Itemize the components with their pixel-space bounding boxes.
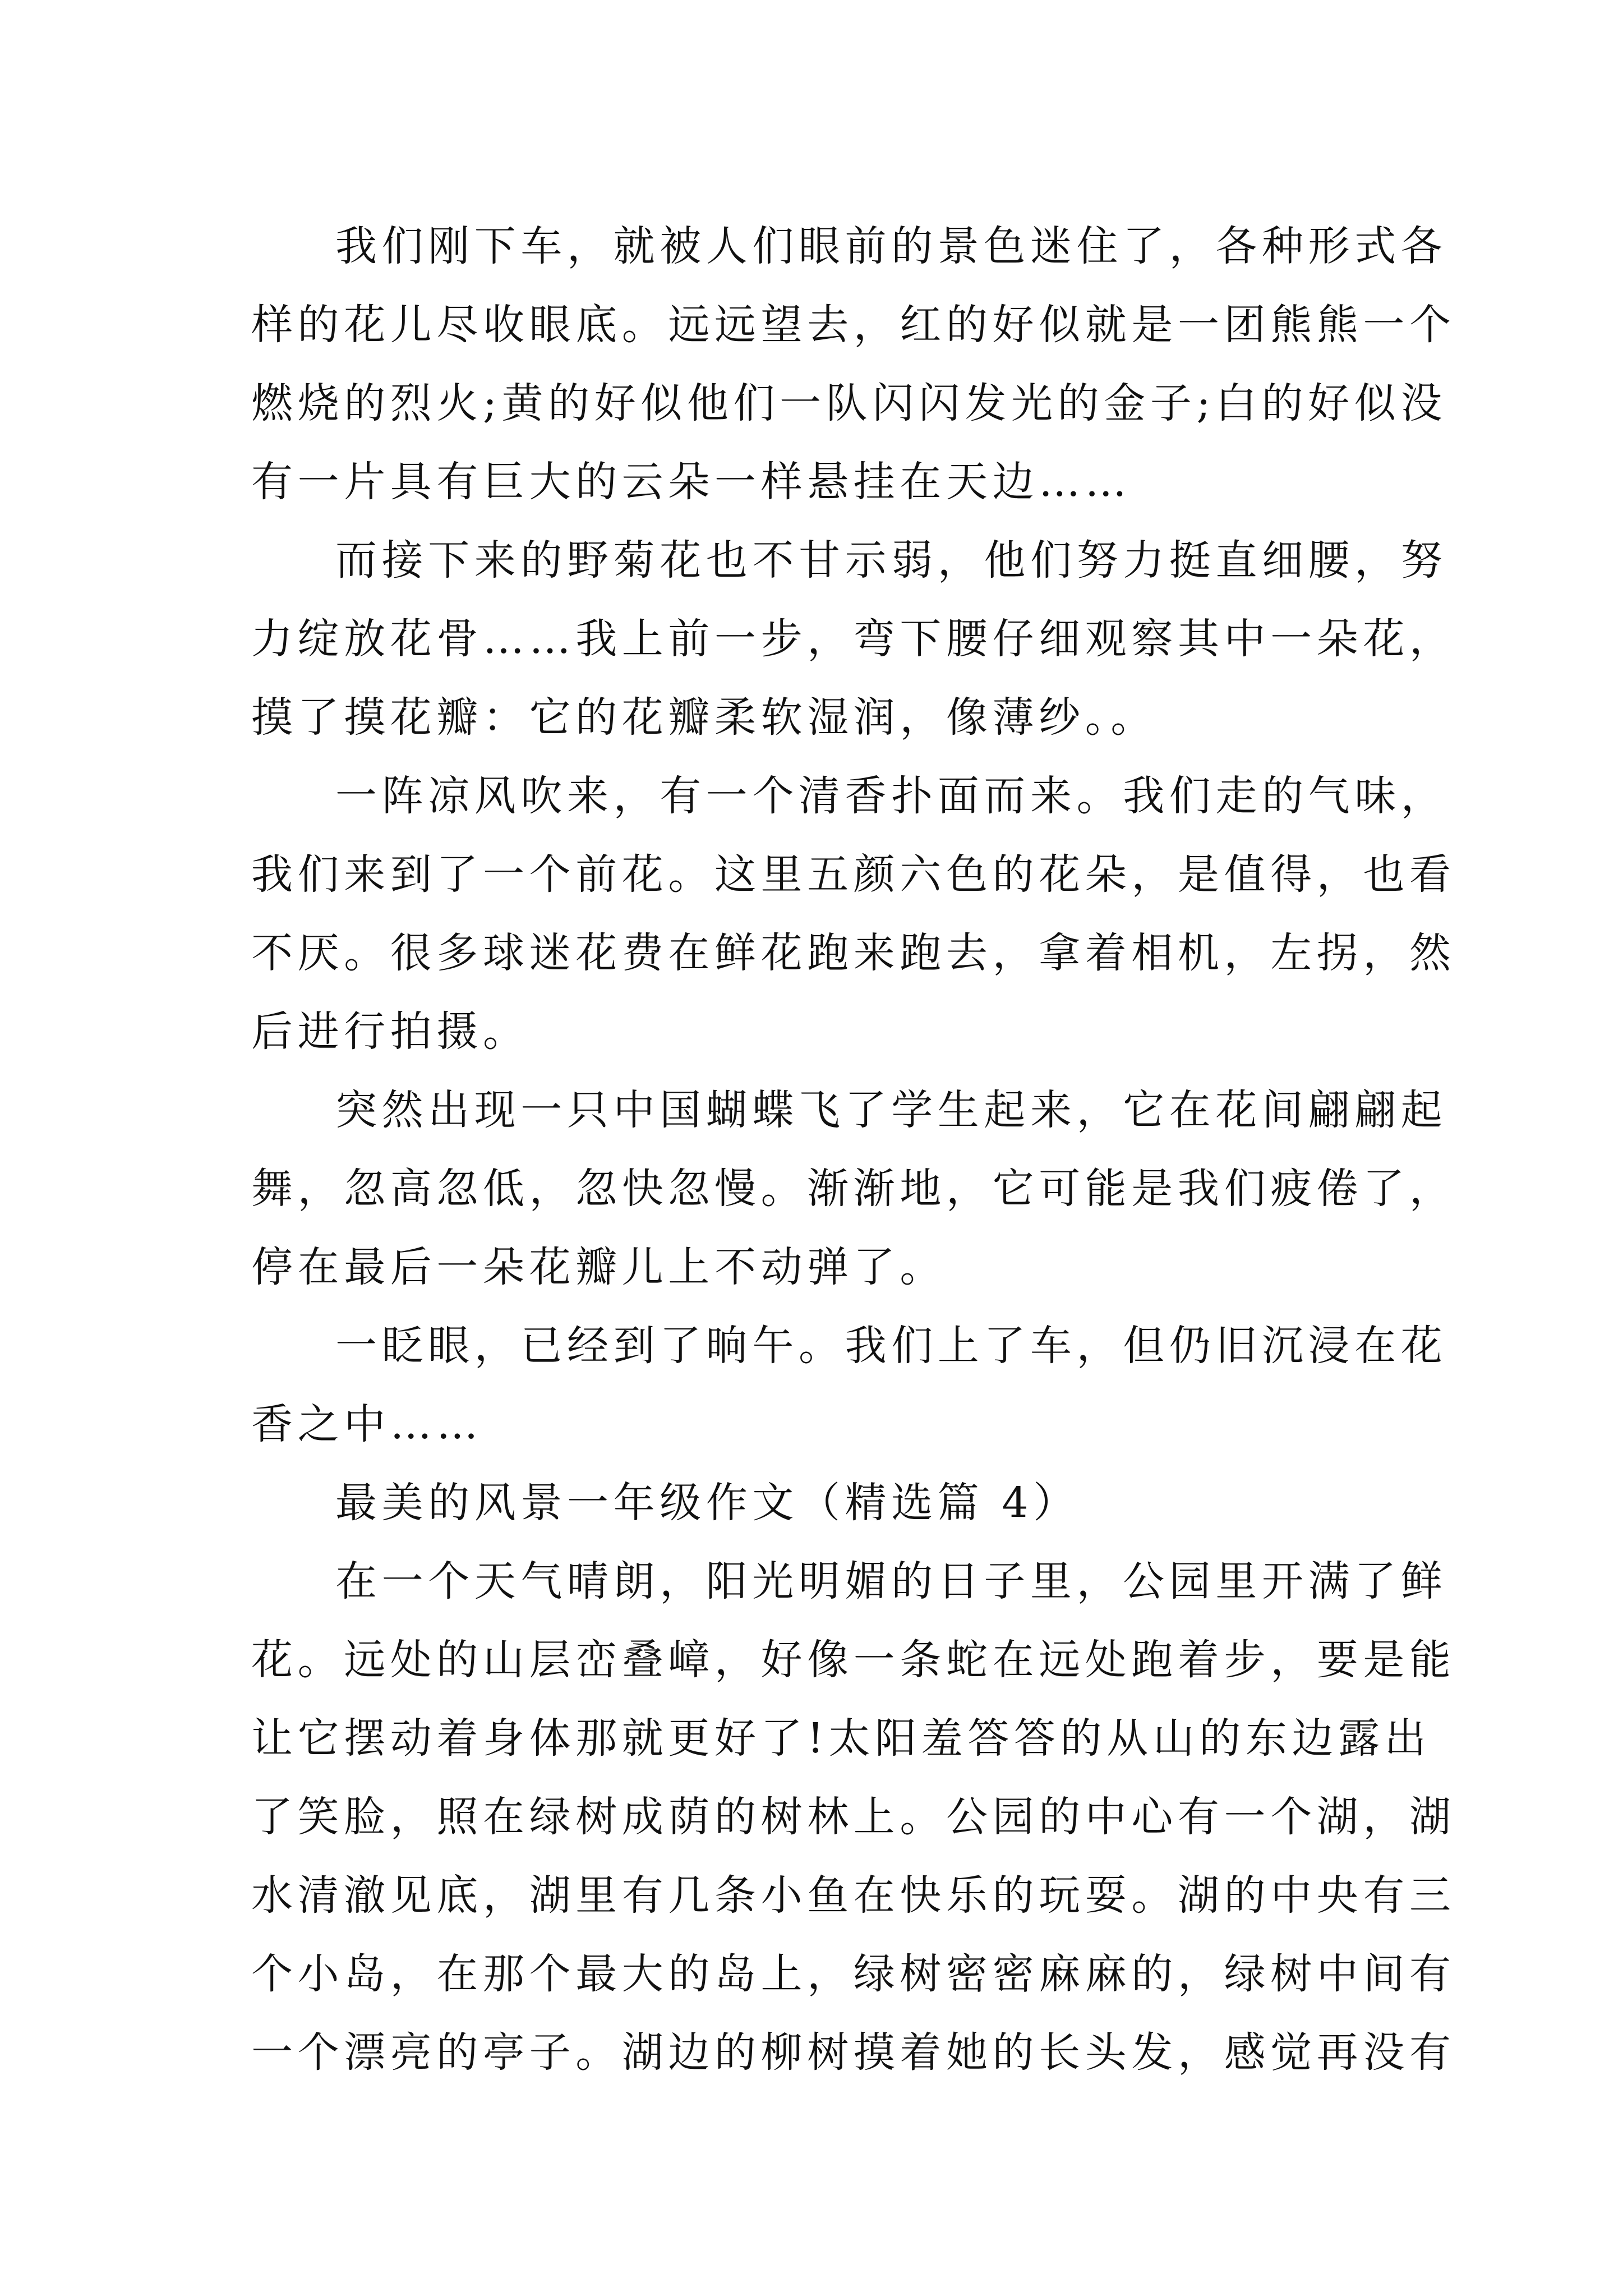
paragraph-1-line-4: 有一片具有巨大的云朵一样悬挂在天边…… [251, 458, 1132, 506]
paragraph-1-line-3: 燃烧的烈火;黄的好似他们一队闪闪发光的金子;白的好似没 [251, 379, 1447, 427]
paragraph-4-line-1: 突然出现一只中国蝴蝶飞了学生起来，它在花间翩翩起 [335, 1086, 1447, 1134]
paragraph-6-line-1: 在一个天气晴朗，阳光明媚的日子里，公园里开满了鲜 [335, 1557, 1447, 1605]
paragraph-5-line-2: 香之中…… [251, 1400, 483, 1448]
essay-body [251, 207, 1456, 2092]
paragraph-6-line-7: 一个漂亮的亭子。湖边的柳树摸着她的长头发，感觉再没有 [251, 2028, 1456, 2077]
paragraph-3-line-2: 我们来到了一个前花。这里五颜六色的花朵，是值得，也看 [251, 850, 1456, 899]
paragraph-3-line-1: 一阵凉风吹来，有一个清香扑面而来。我们走的气味， [335, 772, 1447, 820]
section-heading: 最美的风景一年级作文（精选篇 4） [335, 1479, 1080, 1527]
paragraph-5-line-1: 一眨眼，已经到了晌午。我们上了车，但仍旧沉浸在花 [335, 1322, 1447, 1370]
paragraph-2-line-2: 力绽放花骨……我上前一步，弯下腰仔细观察其中一朵花， [251, 615, 1456, 663]
paragraph-3-line-3: 不厌。很多球迷花费在鲜花跑来跑去，拿着相机，左拐，然 [251, 929, 1456, 977]
paragraph-3-line-4: 后进行拍摄。 [251, 1007, 529, 1056]
paragraph-6-line-6: 个小岛，在那个最大的岛上，绿树密密麻麻的，绿树中间有 [251, 1950, 1456, 1998]
paragraph-6-line-5: 水清澈见底，湖里有几条小鱼在快乐的玩耍。湖的中央有三 [251, 1871, 1456, 1920]
paragraph-1-line-2: 样的花儿尽收眼底。远远望去，红的好似就是一团熊熊一个 [251, 301, 1456, 349]
paragraph-6-line-3: 让它摆动着身体那就更好了!太阳羞答答的从山的东边露出 [251, 1714, 1431, 1763]
paragraph-2-line-3: 摸了摸花瓣：它的花瓣柔软湿润，像薄纱。。 [251, 693, 1157, 742]
paragraph-1-line-1: 我们刚下车，就被人们眼前的景色迷住了，各种形式各 [335, 222, 1447, 270]
paragraph-4-line-3: 停在最后一朵花瓣儿上不动弹了。 [251, 1243, 946, 1291]
paragraph-6-line-4: 了笑脸，照在绿树成荫的树林上。公园的中心有一个湖，湖 [251, 1793, 1456, 1841]
paragraph-4-line-2: 舞，忽高忽低，忽快忽慢。渐渐地，它可能是我们疲倦了， [251, 1165, 1456, 1213]
paragraph-2-line-1: 而接下来的野菊花也不甘示弱，他们努力挺直细腰，努 [335, 536, 1447, 585]
paragraph-6-line-2: 花。远处的山层峦叠嶂，好像一条蛇在远处跑着步，要是能 [251, 1636, 1456, 1684]
